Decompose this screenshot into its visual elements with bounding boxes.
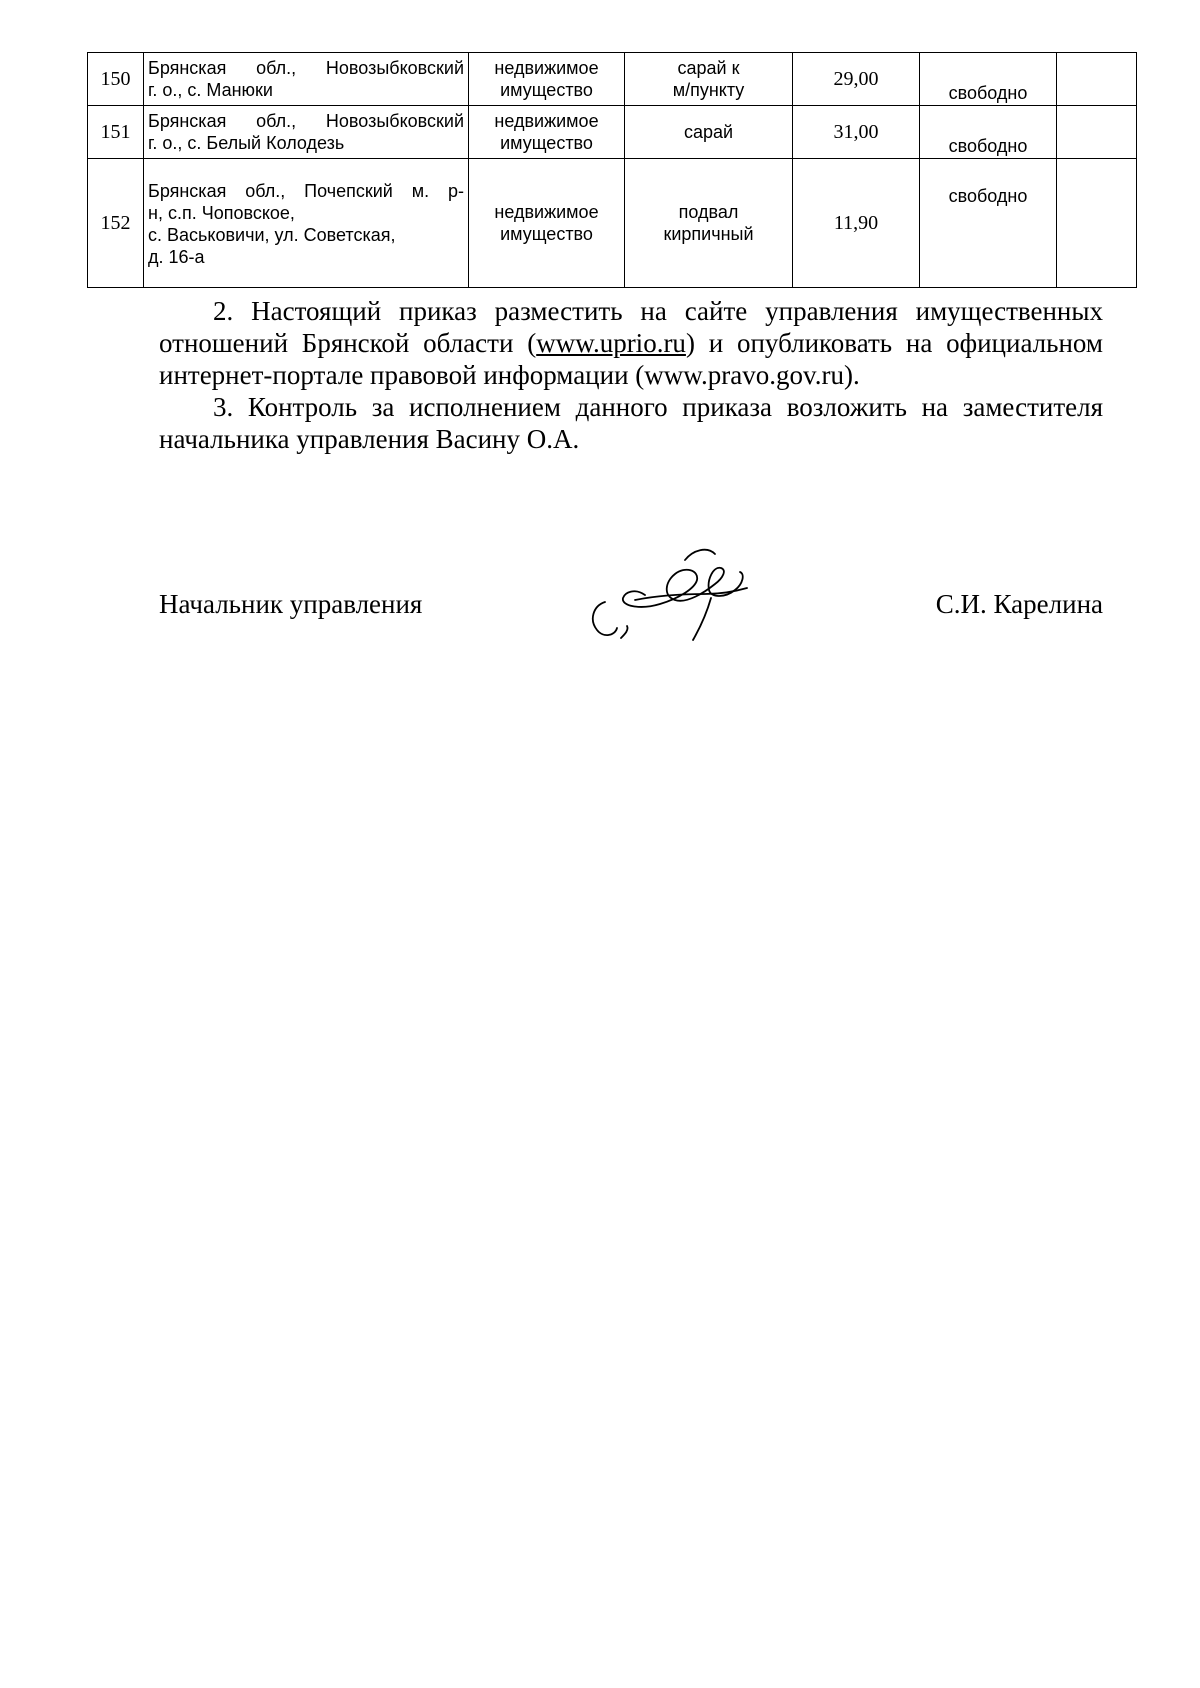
address-line: Брянская обл., Новозыбковский <box>148 58 464 78</box>
address-line: г. о., с. Белый Колодезь <box>148 133 345 153</box>
table-row <box>88 159 1137 288</box>
row-number: 152 <box>88 159 144 288</box>
uprio-link[interactable]: www.uprio.ru <box>536 328 686 358</box>
address-line: с. Васьковичи, ул. Советская, <box>148 224 396 245</box>
object-name-cell <box>625 159 793 288</box>
property-type-line: недвижимое <box>494 111 599 131</box>
property-type-line: имущество <box>500 80 593 100</box>
object-name-line: м/пункту <box>672 80 745 100</box>
address-line: г. о., с. Манюки <box>148 80 273 100</box>
status-cell: свободно <box>920 159 1057 288</box>
empty-cell <box>1057 159 1137 288</box>
order-paragraphs <box>159 295 1103 455</box>
signer-position: Начальник управления <box>159 589 423 619</box>
object-name-cell <box>625 106 793 159</box>
status-cell: свободно <box>920 53 1057 106</box>
address-cell <box>144 53 469 106</box>
paragraph-2-text: 2. Настоящий приказ разместить на сайте управления имущественных отношений Брянской области ( <box>159 296 1103 358</box>
empty-cell <box>1057 106 1137 159</box>
paragraph-3: 3. Контроль за исполнением данного приказа возложить на заместителя начальника управления Васину О.А. <box>159 392 1103 454</box>
row-number: 150 <box>88 53 144 106</box>
property-type-line: имущество <box>500 133 593 153</box>
paragraph-2-text-end: ) и опубликовать на официальном интернет-портале правовой информации (www.pravo.gov.ru). <box>159 328 1103 390</box>
table-row <box>88 53 1137 106</box>
property-type-cell <box>469 106 625 159</box>
object-name-line: подвал <box>678 202 739 222</box>
object-name-line: сарай к <box>677 58 740 78</box>
object-name-line: сарай <box>683 122 734 142</box>
area-cell: 31,00 <box>793 106 920 159</box>
handwritten-signature <box>585 540 770 655</box>
property-type-line: имущество <box>500 224 593 244</box>
address-line: н, с.п. Чоповское, <box>148 202 295 223</box>
signer-name: С.И. Карелина <box>935 589 1103 619</box>
paragraph-2 <box>159 295 1103 391</box>
object-name-cell <box>625 53 793 106</box>
area-cell: 29,00 <box>793 53 920 106</box>
address-cell <box>144 159 469 288</box>
property-type-line: недвижимое <box>494 58 599 78</box>
address-line: Брянская обл., Почепский м. р- <box>148 180 464 201</box>
empty-cell <box>1057 53 1137 106</box>
status-cell: свободно <box>920 106 1057 159</box>
address-cell <box>144 106 469 159</box>
address-line: Брянская обл., Новозыбковский <box>148 111 464 131</box>
table-row <box>88 106 1137 159</box>
row-number: 151 <box>88 106 144 159</box>
property-type-cell <box>469 53 625 106</box>
property-type-line: недвижимое <box>494 202 599 222</box>
object-name-line: кирпичный <box>663 224 754 244</box>
address-line: д. 16-а <box>148 246 205 267</box>
property-table <box>87 52 1137 288</box>
area-cell: 11,90 <box>793 159 920 288</box>
property-type-cell <box>469 159 625 288</box>
